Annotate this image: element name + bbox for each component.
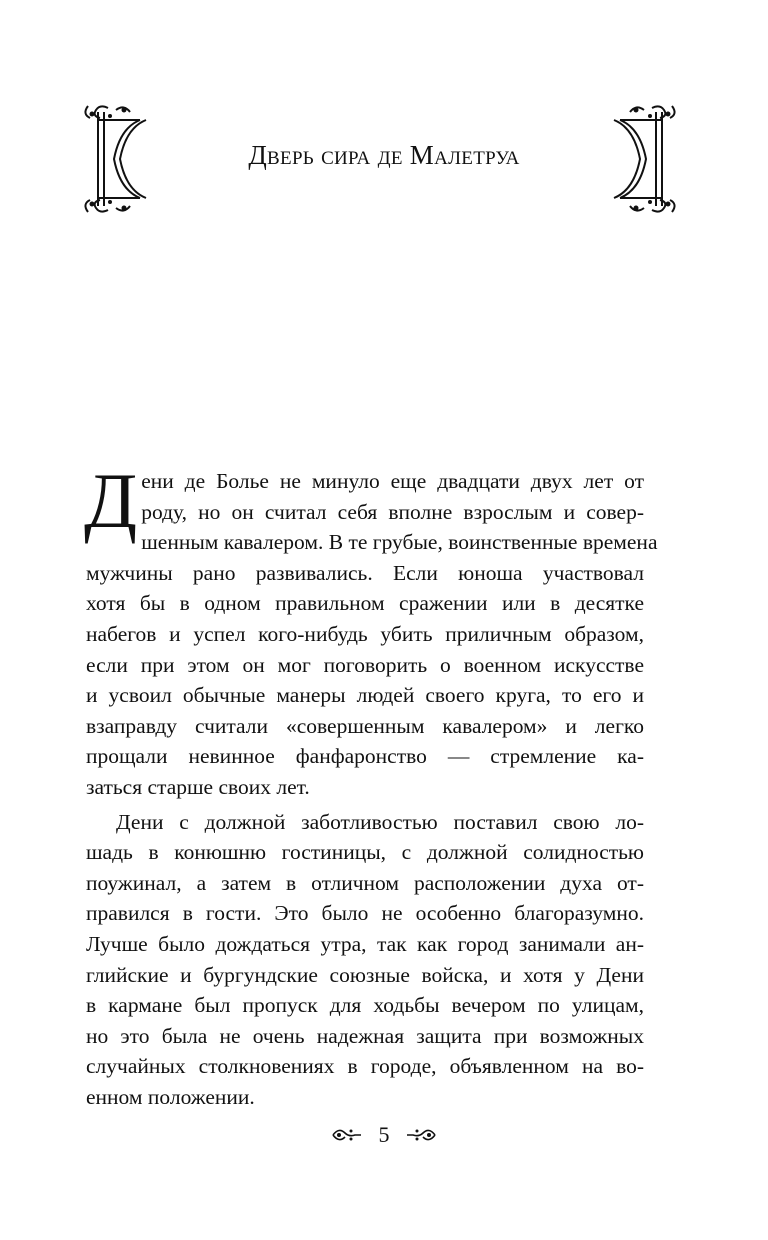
paragraph-2 [86,807,644,1113]
text-line: и усвоил обычные манеры людей своего круга, то его и [86,683,644,708]
paragraph-1 [84,457,658,803]
chapter-title: Дверь сира де Малетруа [248,140,520,170]
body-text [84,457,658,1112]
text-line: заться старше своих лет. [86,774,310,799]
text-line: если при этом он мог поговорить о военном искусстве [86,652,644,677]
text-line: шенным кавалером. В те грубые, воинственные времена [141,530,658,555]
text-line: набегов и успел кого-нибудь убить приличным образом, [86,621,644,646]
text-line: мужчины рано развивались. Если юноша участвовал [86,560,644,585]
text-line: случайных столкновениях в городе, объявленном на во- [86,1054,644,1079]
text-line: енном положении. [86,1084,255,1109]
text-line: хотя бы в одном правильном сражении или в десятке [86,591,644,616]
text-line: Дени с должной заботливостью поставил свою ло- [116,809,644,834]
text-line: в кармане был пропуск для ходьбы вечером по улицам, [86,993,644,1018]
right-flourish-icon [405,1125,439,1145]
page-number: 5 [378,1121,390,1147]
left-flourish-icon [329,1125,363,1145]
text-line: но это была не очень надежная защита при возможных [86,1023,644,1048]
text-line: поужинал, а затем в отличном расположении духа от- [86,870,644,895]
text-line: глийские и бургундские союзные войска, и хотя у Дени [86,962,644,987]
page-footer [0,1120,768,1148]
text-line: роду, но он считал себя вполне взрослым и совер- [141,499,644,524]
text-line: правился в гости. Это было не особенно благоразумно. [86,901,644,926]
text-line: ени де Болье не минуло еще двадцати двух лет от [141,469,644,493]
text-line: шадь в конюшню гостиницы, с должной солидностью [86,840,644,865]
text-line: прощали невинное фанфаронство — стремление ка- [86,744,644,769]
text-line: взаправду считали «совершенным кавалером» и легко [86,713,644,738]
text-line: Лучше было дождаться утра, так как город занимали ан- [86,931,644,956]
drop-cap: Д [84,457,138,544]
